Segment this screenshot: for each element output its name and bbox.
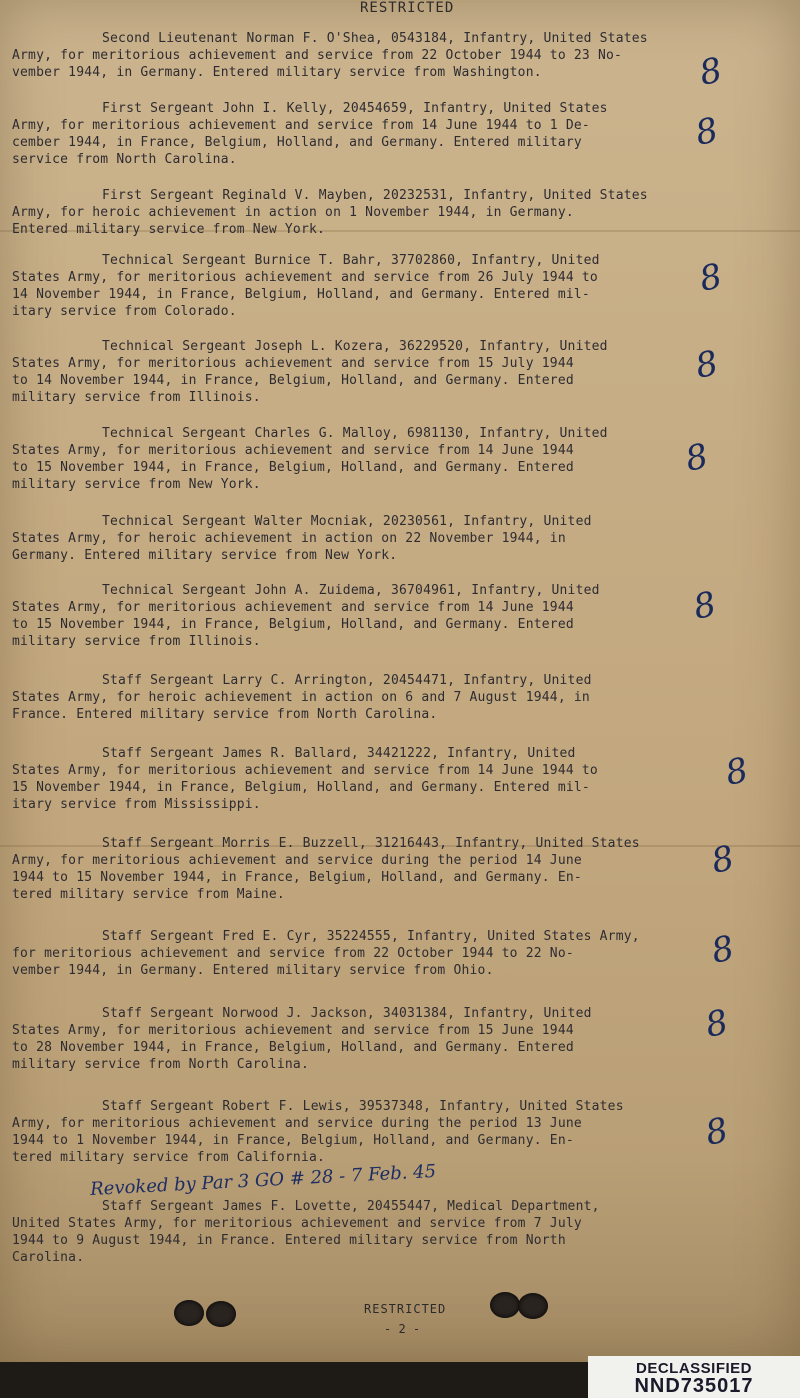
handwritten-check-mark: 8 xyxy=(692,343,722,387)
citation-entry xyxy=(12,582,702,650)
citation-entry xyxy=(12,745,702,813)
citation-line: vember 1944, in Germany. Entered military service from Washington. xyxy=(12,65,542,80)
citation-line: military service from North Carolina. xyxy=(12,1057,309,1072)
declassified-label: DECLASSIFIED xyxy=(635,1360,752,1377)
citation-line: cember 1944, in France, Belgium, Holland, and Germany. Entered military xyxy=(12,135,582,150)
citation-entry xyxy=(12,1198,702,1266)
citation-entry xyxy=(12,338,702,406)
citation-line: vember 1944, in Germany. Entered military service from Ohio. xyxy=(12,963,494,978)
citation-line: Germany. Entered military service from New York. xyxy=(12,548,398,563)
citation-line: service from North Carolina. xyxy=(12,152,237,167)
citation-line: military service from Illinois. xyxy=(12,390,261,405)
citation-line: First Sergeant Reginald V. Mayben, 20232531, Infantry, United States xyxy=(102,188,648,203)
declassified-stamp xyxy=(588,1356,800,1398)
citation-line: Army, for meritorious achievement and service during the period 14 June xyxy=(12,853,582,868)
punch-hole xyxy=(518,1293,548,1319)
citation-line: military service from Illinois. xyxy=(12,634,261,649)
citation-line: Entered military service from New York. xyxy=(12,222,326,237)
handwritten-check-mark: 8 xyxy=(696,256,726,300)
citation-entry xyxy=(12,1005,702,1073)
citation-line: itary service from Mississippi. xyxy=(12,797,261,812)
citation-line: Staff Sergeant Fred E. Cyr, 35224555, Infantry, United States Army, xyxy=(102,929,640,944)
citation-line: for meritorious achievement and service from 22 October 1944 to 22 No- xyxy=(12,946,574,961)
citation-entry xyxy=(12,425,702,493)
citation-line: States Army, for heroic achievement in action on 6 and 7 August 1944, in xyxy=(12,690,590,705)
citation-line: 14 November 1944, in France, Belgium, Holland, and Germany. Entered mil- xyxy=(12,287,590,302)
citation-line: Staff Sergeant James F. Lovette, 20455447, Medical Department, xyxy=(102,1199,600,1214)
citation-line: tered military service from California. xyxy=(12,1150,326,1165)
citation-line: Army, for meritorious achievement and service during the period 13 June xyxy=(12,1116,582,1131)
handwritten-check-mark: 8 xyxy=(708,928,738,972)
punch-hole xyxy=(174,1300,204,1326)
citation-line: Army, for meritorious achievement and service from 22 October 1944 to 23 No- xyxy=(12,48,623,63)
citation-entry xyxy=(12,187,702,238)
citation-line: States Army, for meritorious achievement and service from 15 June 1944 xyxy=(12,1023,574,1038)
citation-line: Technical Sergeant Joseph L. Kozera, 36229520, Infantry, United xyxy=(102,339,608,354)
citation-entry xyxy=(12,672,702,723)
citation-line: Army, for meritorious achievement and service from 14 June 1944 to 1 De- xyxy=(12,118,590,133)
citation-line: States Army, for meritorious achievement and service from 15 July 1944 xyxy=(12,356,574,371)
citation-entry xyxy=(12,928,702,979)
citation-line: 1944 to 1 November 1944, in France, Belgium, Holland, and Germany. En- xyxy=(12,1133,574,1148)
citation-line: Staff Sergeant Larry C. Arrington, 20454471, Infantry, United xyxy=(102,673,592,688)
citation-line: United States Army, for meritorious achievement and service from 7 July xyxy=(12,1216,582,1231)
citation-entry xyxy=(12,835,702,903)
header-restricted-stamp: RESTRICTED xyxy=(360,0,455,16)
citation-line: Technical Sergeant Charles G. Malloy, 6981130, Infantry, United xyxy=(102,426,608,441)
citation-line: Staff Sergeant Norwood J. Jackson, 34031384, Infantry, United xyxy=(102,1006,592,1021)
citation-entry xyxy=(12,1098,702,1166)
page-number: - 2 - xyxy=(384,1322,421,1336)
citation-line: to 15 November 1944, in France, Belgium, Holland, and Germany. Entered xyxy=(12,460,574,475)
citation-line: Second Lieutenant Norman F. O'Shea, 0543184, Infantry, United States xyxy=(102,31,648,46)
citation-line: Staff Sergeant Robert F. Lewis, 39537348, Infantry, United States xyxy=(102,1099,624,1114)
citation-entry xyxy=(12,30,702,81)
citation-line: tered military service from Maine. xyxy=(12,887,285,902)
citation-line: Army, for heroic achievement in action on 1 November 1944, in Germany. xyxy=(12,205,574,220)
citation-line: Staff Sergeant Morris E. Buzzell, 31216443, Infantry, United States xyxy=(102,836,640,851)
citation-line: First Sergeant John I. Kelly, 20454659, Infantry, United States xyxy=(102,101,608,116)
footer-restricted-stamp: RESTRICTED xyxy=(364,1302,447,1316)
citation-line: States Army, for heroic achievement in action on 22 November 1944, in xyxy=(12,531,566,546)
punch-hole xyxy=(206,1301,236,1327)
handwritten-check-mark: 8 xyxy=(702,1110,732,1154)
handwritten-check-mark: 8 xyxy=(682,436,712,480)
citation-line: Carolina. xyxy=(12,1250,85,1265)
handwritten-check-mark: 8 xyxy=(722,750,752,794)
citation-line: 1944 to 9 August 1944, in France. Entered military service from North xyxy=(12,1233,566,1248)
citation-line: States Army, for meritorious achievement and service from 14 June 1944 xyxy=(12,443,574,458)
citation-line: Technical Sergeant Walter Mocniak, 20230561, Infantry, United xyxy=(102,514,592,529)
citation-line: States Army, for meritorious achievement and service from 14 June 1944 to xyxy=(12,763,598,778)
citation-line: France. Entered military service from North Carolina. xyxy=(12,707,438,722)
citation-line: military service from New York. xyxy=(12,477,261,492)
handwritten-check-mark: 8 xyxy=(708,838,738,882)
punch-hole xyxy=(490,1292,520,1318)
citation-line: Staff Sergeant James R. Ballard, 34421222, Infantry, United xyxy=(102,746,576,761)
handwritten-check-mark: 8 xyxy=(692,110,722,154)
handwritten-check-mark: 8 xyxy=(690,584,720,628)
citation-line: States Army, for meritorious achievement and service from 26 July 1944 to xyxy=(12,270,598,285)
citation-line: 15 November 1944, in France, Belgium, Holland, and Germany. Entered mil- xyxy=(12,780,590,795)
declassified-authority: NND735017 xyxy=(634,1375,754,1397)
citation-line: to 28 November 1944, in France, Belgium, Holland, and Germany. Entered xyxy=(12,1040,574,1055)
citation-line: itary service from Colorado. xyxy=(12,304,237,319)
handwritten-revocation-note: Revoked by Par 3 GO # 28 - 7 Feb. 45 xyxy=(89,1160,437,1201)
citation-entry xyxy=(12,513,702,564)
citation-line: to 15 November 1944, in France, Belgium, Holland, and Germany. Entered xyxy=(12,617,574,632)
citation-line: 1944 to 15 November 1944, in France, Belgium, Holland, and Germany. En- xyxy=(12,870,582,885)
citation-entry xyxy=(12,252,702,320)
citation-line: to 14 November 1944, in France, Belgium, Holland, and Germany. Entered xyxy=(12,373,574,388)
citation-line: States Army, for meritorious achievement and service from 14 June 1944 xyxy=(12,600,574,615)
handwritten-check-mark: 8 xyxy=(696,50,726,94)
citation-line: Technical Sergeant John A. Zuidema, 36704961, Infantry, United xyxy=(102,583,600,598)
citation-line: Technical Sergeant Burnice T. Bahr, 37702860, Infantry, United xyxy=(102,253,600,268)
citation-entry xyxy=(12,100,702,168)
handwritten-check-mark: 8 xyxy=(702,1002,732,1046)
